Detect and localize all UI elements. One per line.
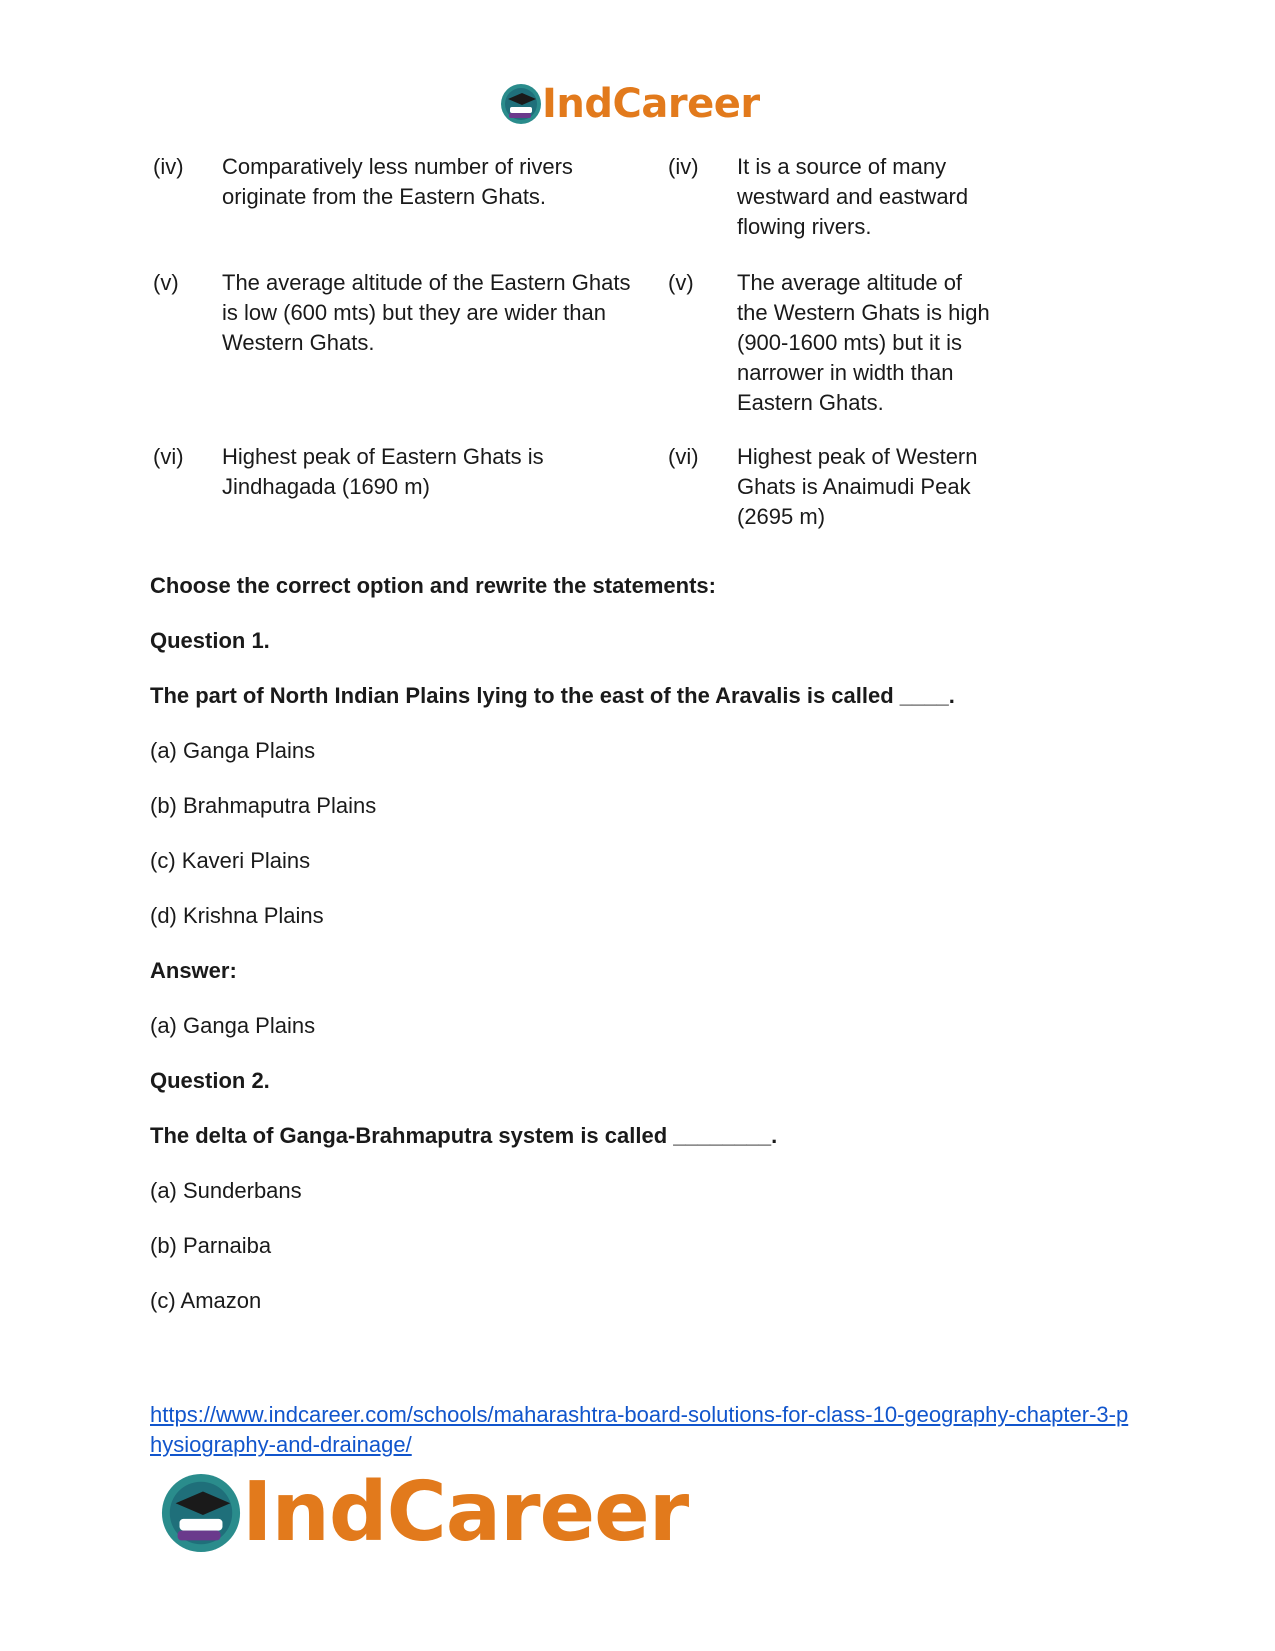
option-item: (b) Parnaiba [150,1233,272,1258]
source-link[interactable]: https://www.indcareer.com/schools/maharashtra-board-solutions-for-class-10-geography-chapter-3-physiography-and-drainage/ [150,1402,1129,1457]
option-item: (a) Sunderbans [150,1178,302,1203]
option-item: (c) Kaveri Plains [150,848,311,873]
section-heading: Choose the correct option and rewrite the statements: [150,573,716,598]
row-text-right: Highest peak of Western Ghats is Anaimudi Peak (2695 m) [737,444,978,529]
question-prompt: The part of North Indian Plains lying to the east of the Aravalis is called ____. [150,683,955,708]
option-item: (d) Krishna Plains [150,903,324,928]
answer-text: (a) Ganga Plains [150,1013,316,1038]
question-prompt: The delta of Ganga-Brahmaputra system is called ________. [150,1123,778,1148]
row-text-left: Highest peak of Eastern Ghats is Jindhagada (1690 m) [222,444,544,499]
brand-name: IndCareer [542,81,760,127]
row-number-right: (v) [668,270,694,295]
option-item: (a) Ganga Plains [150,738,316,763]
logo-emblem-icon [500,83,542,125]
row-text-right: The average altitude of the Western Ghats is high (900-1600 mts) but it is narrower in width than Eastern Ghats. [737,270,990,415]
brand-name: IndCareer [242,1465,689,1560]
row-number-left: (iv) [153,154,184,179]
row-text-left: Comparatively less number of rivers originate from the Eastern Ghats. [222,154,573,209]
row-text-left: The average altitude of the Eastern Ghats is low (600 mts) but they are wider than Western Ghats. [222,270,631,355]
row-number-right: (vi) [668,444,699,469]
logo-emblem-icon [160,1472,242,1554]
question-label: Question 1. [150,628,270,653]
row-number-left: (vi) [153,444,184,469]
row-number-left: (v) [153,270,179,295]
footer-logo [160,1465,689,1560]
option-item: (b) Brahmaputra Plains [150,793,377,818]
question-label: Question 2. [150,1068,270,1093]
row-text-right: It is a source of many westward and eastward flowing rivers. [737,154,969,239]
header-logo [500,80,760,128]
row-number-right: (iv) [668,154,699,179]
option-item: (c) Amazon [150,1288,262,1313]
answer-label: Answer: [150,958,237,983]
